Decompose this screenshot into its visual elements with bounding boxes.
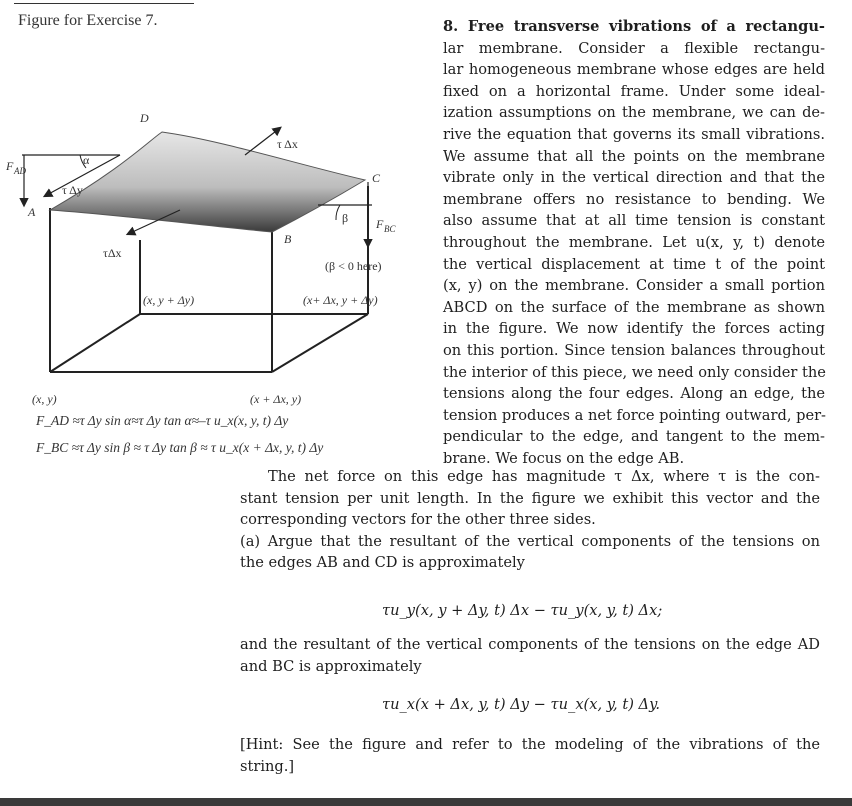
column-line: also assume that at all time tension is constant: [443, 212, 825, 230]
label-corner-back-right: (x+ Δx, y + Δy): [303, 293, 378, 307]
equation-2: τu_x(x + Δx, y, t) Δy − τu_x(x, y, t) Δy.: [382, 696, 661, 713]
section-body: [240, 466, 820, 574]
mid-line: and the resultant of the vertical components of the tensions on the edge AD: [240, 636, 820, 653]
column-line: lar homogeneous membrane whose edges are held: [443, 61, 825, 79]
label-b: B: [284, 232, 292, 246]
hint-line: [Hint: See the figure and refer to the modeling of the vibrations of the: [240, 736, 820, 753]
column-line: rive the equation that governs its small vibrations.: [443, 125, 825, 143]
label-d: D: [140, 111, 149, 125]
column-line: brane. We focus on the edge AB.: [443, 449, 685, 467]
label-f-bc-sub: BC: [384, 224, 396, 234]
equation-1: τu_y(x, y + Δy, t) Δx − τu_y(x, y, t) Δx;: [382, 602, 663, 619]
body-line: the edges AB and CD is approximately: [240, 554, 525, 572]
body-line: stant tension per unit length. In the figure we exhibit this vector and the: [240, 489, 820, 507]
label-corner-back-left: (x, y + Δy): [143, 293, 195, 307]
label-corner-front-right: (x + Δx, y): [250, 392, 302, 406]
column-line: on this portion. Since tension balances throughout: [443, 341, 825, 359]
section-hint: [240, 734, 820, 777]
column-line: lar membrane. Consider a flexible rectangu-: [443, 39, 825, 57]
label-f-ad-sub: AD: [14, 166, 26, 176]
column-line: tensions along the four edges. Along an edge, the: [443, 385, 825, 403]
label-tau-dy: τ Δy: [62, 183, 83, 197]
column-line: fixed on a horizontal frame. Under some ideal-: [443, 82, 825, 100]
column-line: throughout the membrane. Let u(x, y, t) denote: [443, 233, 825, 251]
frame-edge-right-diag: [272, 314, 368, 372]
label-c: C: [372, 171, 381, 185]
mid-line: and BC is approximately: [240, 657, 422, 675]
column-line: in the figure. We now identify the forces acting: [443, 320, 825, 338]
label-beta-note: (β < 0 here): [325, 259, 382, 273]
section-mid: [240, 634, 820, 677]
figure-caption: Figure for Exercise 7.: [18, 12, 158, 29]
tau-dx-top-arrow: [245, 128, 280, 155]
equation-f-bc: F_BC ≈τ Δy sin β ≈ τ Δy tan β ≈ τ u_x(x + Δx, y, t) Δy: [36, 440, 324, 455]
hint-line: string.]: [240, 757, 295, 775]
column-line: the vertical displacement at time t of the point: [443, 255, 825, 273]
label-tau-dx-top: τ Δx: [277, 137, 298, 151]
label-tau-dx-left: τΔx: [103, 246, 122, 260]
membrane-patch: [50, 132, 365, 232]
column-line: pendicular to the edge, and tangent to the mem-: [443, 428, 825, 446]
label-corner-front-left: (x, y): [32, 392, 57, 406]
column-line: vibrate only in the vertical direction and that the: [443, 169, 825, 187]
equation-f-ad: F_AD ≈τ Δy sin α≈τ Δy tan α≈–τ u_x(x, y, t) Δy: [36, 413, 289, 428]
column-line: (x, y) on the membrane. Consider a small portion: [443, 277, 825, 295]
body-line: (a) Argue that the resultant of the vertical components of the tensions on: [240, 532, 820, 550]
column-line: We assume that all the points on the membrane: [443, 147, 825, 165]
column-line: ABCD on the surface of the membrane as shown: [443, 298, 825, 316]
label-beta: β: [342, 211, 349, 225]
label-alpha: α: [83, 153, 90, 167]
beta-arc: [336, 205, 340, 220]
column-line: tension produces a net force pointing outward, per-: [443, 406, 826, 424]
body-line: The net force on this edge has magnitude τ Δx, where τ is the con-: [268, 468, 820, 485]
column-line: ization assumptions on the membrane, we can de-: [443, 104, 825, 122]
column-line: membrane offers no resistance to bending. We: [443, 190, 825, 208]
column-line: 8. Free transverse vibrations of a rectangu-: [443, 18, 825, 35]
label-a: A: [28, 205, 36, 219]
label-f-bc: F: [376, 217, 384, 231]
column-line: the interior of this piece, we need only consider the: [443, 363, 826, 381]
label-f-ad: F: [6, 159, 14, 173]
bottom-bar: [0, 798, 852, 806]
section-column: [443, 16, 825, 469]
membrane-figure: [0, 0, 440, 470]
body-line: corresponding vectors for the other three sides.: [240, 511, 596, 529]
frame-edge-left-diag: [50, 314, 140, 372]
